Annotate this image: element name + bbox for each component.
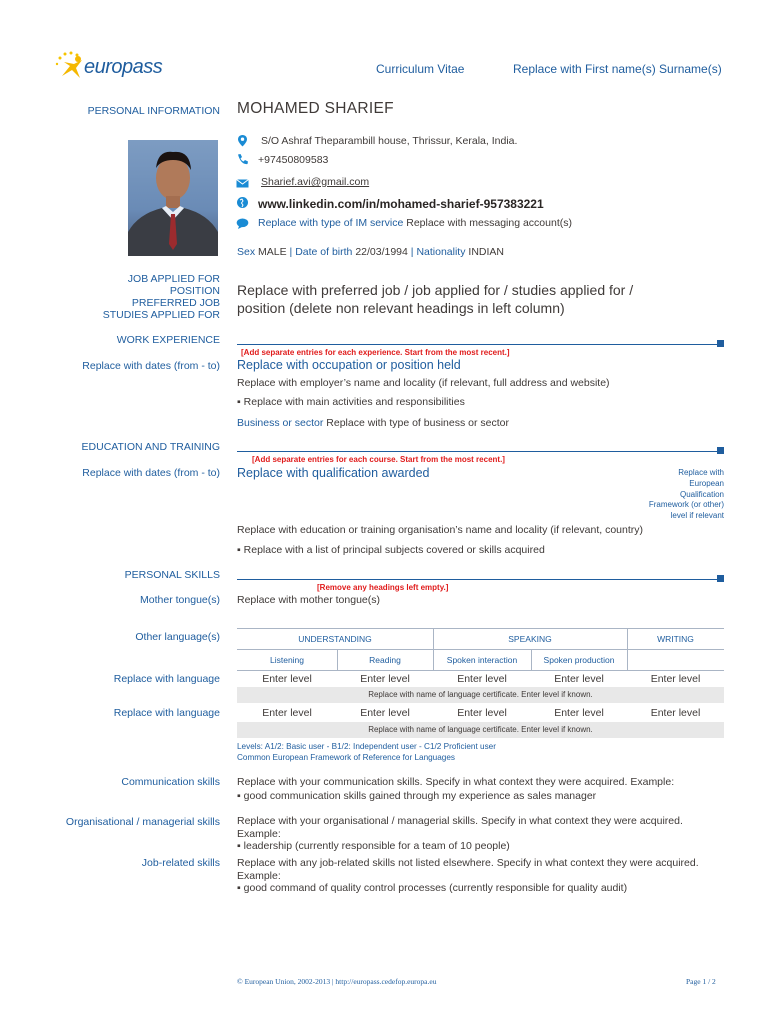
work-experience-label: WORK EXPERIENCE: [116, 334, 220, 346]
skills-text-line: Example:: [237, 827, 281, 840]
job-label-line: POSITION: [169, 285, 220, 297]
im-line: [258, 217, 572, 229]
skills-bullet: ▪ good communication skills gained through my experience as sales manager: [237, 789, 674, 803]
table-line: [237, 670, 724, 671]
level-cell: Enter level: [554, 707, 604, 719]
levels-note-line: Common European Framework of Reference for Languages: [237, 752, 455, 762]
dob-label: Date of birth: [295, 246, 353, 258]
section-rule: [237, 451, 717, 452]
header-understanding: UNDERSTANDING: [298, 634, 372, 644]
footer-page-number: Page 1 / 2: [686, 977, 716, 986]
level-cell: Enter level: [554, 673, 604, 685]
im-account: Replace with messaging account(s): [406, 217, 572, 229]
level-cell: Enter level: [360, 707, 410, 719]
full-name: MOHAMED SHARIEF: [237, 100, 394, 117]
work-note: [Add separate entries for each experience. Start from the most recent.]: [241, 348, 510, 357]
header-speaking: SPEAKING: [508, 634, 552, 644]
subheader-listening: Listening: [269, 655, 305, 665]
work-sector-line: [237, 417, 509, 429]
work-activities: ▪ Replace with main activities and responsibilities: [237, 396, 465, 408]
section-rule: [237, 344, 717, 345]
phone-number: +97450809583: [258, 154, 329, 166]
dob-value: 22/03/1994: [355, 246, 408, 258]
personal-skills-label: PERSONAL SKILLS: [124, 569, 220, 581]
europass-logo: [54, 50, 164, 84]
eqf-line: Framework (or other): [648, 500, 724, 510]
level-cell: Enter level: [650, 673, 701, 685]
skills-text-line: Replace with your organisational / managerial skills. Specify in what context they were acquired.: [237, 815, 683, 827]
job-text-line: Replace with preferred job / job applied for / studies applied for /: [237, 282, 634, 298]
levels-note: [237, 742, 496, 763]
other-languages-label: Other language(s): [135, 631, 220, 643]
section-marker: [717, 340, 724, 347]
mother-tongue-value: Replace with mother tongue(s): [237, 594, 380, 606]
work-dates: Replace with dates (from - to): [82, 360, 220, 372]
job-text-line: position (delete non relevant headings in left column): [237, 300, 565, 316]
education-note: [Add separate entries for each course. Start from the most recent.]: [252, 455, 505, 464]
skills-bullet: ▪ good command of quality control processes (currently responsible for quality audit): [237, 882, 699, 895]
level-cell: Enter level: [262, 673, 312, 685]
qualification: Replace with qualification awarded: [237, 466, 430, 480]
certificate-text: Replace with name of language certificate. Enter level if known.: [368, 725, 593, 734]
eqf-level: [620, 468, 724, 522]
section-rule: [237, 579, 717, 580]
sex-label: Sex: [237, 246, 256, 258]
communication-skills-label: Communication skills: [121, 776, 220, 788]
certificate-row: [237, 687, 724, 703]
skills-text-line: Replace with any job-related skills not listed elsewhere. Specify in what context they were acquired.: [237, 857, 699, 869]
eqf-line: European: [689, 478, 724, 488]
eqf-line: Replace with: [678, 468, 724, 477]
subheader-reading: Reading: [369, 655, 401, 665]
header-writing: WRITING: [657, 634, 694, 644]
level-cell: Enter level: [457, 707, 507, 719]
levels-note-line: Levels: A1/2: Basic user - B1/2: Independent user - C1/2 Proficient user: [237, 742, 496, 751]
level-cell: Enter level: [457, 673, 507, 685]
header-name-placeholder: Replace with First name(s) Surname(s): [513, 62, 722, 76]
education-dates: Replace with dates (from - to): [82, 467, 220, 479]
email-envelope-icon: [236, 177, 249, 190]
level-cell: Enter level: [650, 707, 701, 719]
table-line: [237, 628, 724, 629]
personal-info-label: PERSONAL INFORMATION: [87, 105, 220, 117]
certificate-row: [237, 722, 724, 738]
skills-bullet: ▪ leadership (currently responsible for a team of 10 people): [237, 840, 683, 853]
subheader-spoken-interaction: Spoken interaction: [446, 655, 518, 665]
separator: |: [289, 246, 293, 258]
location-pin-icon: [236, 134, 249, 147]
messaging-bubble-icon: [236, 217, 249, 230]
nationality-value: INDIAN: [468, 246, 504, 258]
eqf-line: level if relevant: [670, 511, 724, 521]
profile-photo: [128, 140, 218, 256]
job-related-skills-text: [237, 857, 699, 895]
logo-star-figure-icon: [54, 50, 88, 82]
doc-title: Curriculum Vitae: [376, 62, 465, 76]
job-label-line: PREFERRED JOB: [131, 297, 220, 309]
skills-text-line: Example:: [237, 869, 281, 882]
job-applied-text: [237, 281, 633, 317]
work-position: Replace with occupation or position held: [237, 358, 461, 372]
separator: |: [410, 246, 414, 258]
sex-value: MALE: [258, 246, 287, 258]
organisational-skills-label: Organisational / managerial skills: [65, 816, 220, 828]
sector-value: Replace with type of business or sector: [326, 417, 509, 429]
website-link[interactable]: www.linkedin.com/in/mohamed-sharief-957383221: [258, 197, 544, 211]
section-marker: [717, 575, 724, 582]
education-organisation: Replace with education or training organisation’s name and locality (if relevant, country): [237, 524, 644, 536]
logo-text: europass: [84, 56, 163, 78]
job-label-line: JOB APPLIED FOR: [127, 273, 220, 285]
section-marker: [717, 447, 724, 454]
level-cell: Enter level: [262, 707, 312, 719]
language-label: Replace with language: [113, 673, 220, 685]
certificate-text: Replace with name of language certificate. Enter level if known.: [368, 690, 593, 699]
work-employer: Replace with employer’s name and locality (if relevant, full address and website): [237, 377, 610, 389]
eqf-line: Qualification: [679, 489, 724, 499]
level-cell: Enter level: [360, 673, 410, 685]
language-table: [237, 628, 724, 740]
skills-note: [Remove any headings left empty.]: [317, 583, 449, 592]
education-subjects: ▪ Replace with a list of principal subjects covered or skills acquired: [237, 544, 545, 556]
job-label-line: STUDIES APPLIED FOR: [102, 309, 220, 321]
communication-skills-text: [237, 775, 674, 803]
job-applied-label: [103, 273, 220, 321]
email-link[interactable]: Sharief.avi@gmail.com: [261, 176, 370, 188]
language-label: Replace with language: [113, 707, 220, 719]
mother-tongue-label: Mother tongue(s): [140, 594, 220, 606]
phone-icon: [236, 153, 249, 166]
subheader-spoken-production: Spoken production: [543, 655, 615, 665]
skills-text-line: Replace with your communication skills. Specify in what context they were acquired. Example:: [237, 776, 675, 788]
website-globe-icon: [236, 196, 249, 209]
address: S/O Ashraf Theparambill house, Thrissur, Kerala, India.: [261, 135, 518, 147]
im-type: Replace with type of IM service: [258, 217, 404, 229]
footer-copyright: © European Union, 2002-2013 | http://europass.cedefop.europa.eu: [237, 977, 437, 986]
job-related-skills-label: Job-related skills: [141, 857, 220, 869]
sector-label: Business or sector: [237, 417, 324, 429]
education-label: EDUCATION AND TRAINING: [81, 441, 220, 453]
person-silhouette-icon: [128, 140, 218, 256]
nationality-label: Nationality: [416, 246, 466, 258]
table-line: [237, 649, 724, 650]
demographics-line: [237, 246, 504, 258]
organisational-skills-text: [237, 815, 683, 853]
